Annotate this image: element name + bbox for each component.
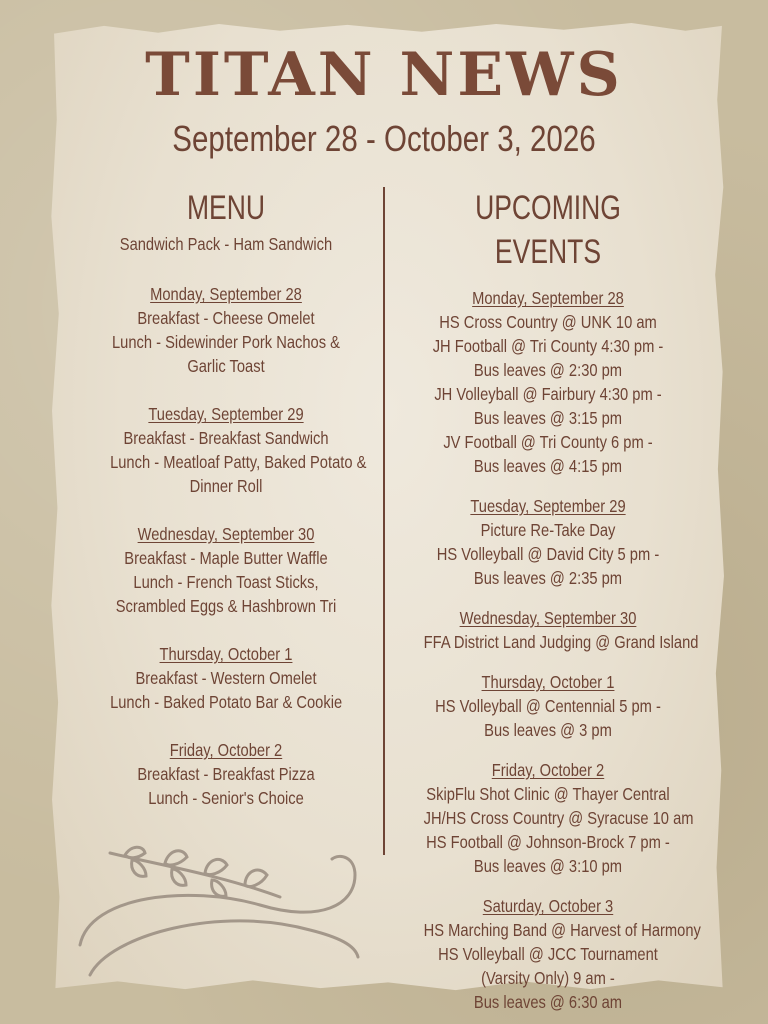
menu-item-line: Lunch - Senior's Choice [148,788,304,808]
menu-day-heading: Friday, October 2 [169,740,283,760]
menu-item-line: Breakfast - Cheese Omelet [137,308,315,328]
event-item-line: HS Marching Band @ Harvest of Harmony [423,920,701,940]
event-item-line: Bus leaves @ 4:15 pm [473,456,623,476]
event-item-line: HS Football @ Johnson-Brock 7 pm - [426,832,670,852]
menu-item-line: Breakfast - Breakfast Pizza [137,764,315,784]
event-item-line: Bus leaves @ 2:35 pm [473,568,623,588]
event-day-heading: Tuesday, September 29 [470,496,626,516]
event-item-line: Picture Re-Take Day [480,520,616,540]
event-day-block [400,606,699,654]
event-item-line: JH Football @ Tri County 4:30 pm - [432,336,664,356]
event-day-heading: Monday, September 28 [472,288,624,308]
menu-day-heading: Tuesday, September 29 [148,404,304,424]
menu-item-line: Garlic Toast [187,356,265,376]
menu-day-block [88,282,364,378]
event-item-line: HS Volleyball @ David City 5 pm - [436,544,660,564]
menu-item-line: Dinner Roll [189,476,263,496]
menu-days [88,282,367,810]
event-day-block [400,494,696,590]
leaf-flourish-icon [70,835,370,985]
event-item-line: FFA District Land Judging @ Grand Island [423,632,699,652]
event-day-block [400,286,696,478]
menu-item-line: Lunch - Sidewinder Pork Nachos & [112,332,340,352]
page-title: TITAN NEWS [145,40,623,110]
event-day-block [400,670,696,742]
event-item-line: Bus leaves @ 3:10 pm [473,856,623,876]
menu-item-line: Breakfast - Western Omelet [135,668,317,688]
events-heading: UPCOMING EVENTS [475,189,621,271]
menu-item-line: Breakfast - Maple Butter Waffle [124,548,328,568]
menu-column [88,186,367,810]
event-days [400,286,701,1014]
event-item-line: JV Football @ Tri County 6 pm - [443,432,653,452]
menu-day-block [88,642,364,714]
menu-item-line: Lunch - Baked Potato Bar & Cookie [110,692,343,712]
event-day-heading: Thursday, October 1 [481,672,615,692]
menu-day-heading: Wednesday, September 30 [137,524,315,544]
event-item-line: Bus leaves @ 2:30 pm [473,360,623,380]
event-item-line: JH Volleyball @ Fairbury 4:30 pm - [434,384,662,404]
menu-item-line: Scrambled Eggs & Hashbrown Tri [115,596,337,616]
menu-subtitle: Sandwich Pack - Ham Sandwich [119,234,333,254]
menu-day-block [88,738,364,810]
event-item-line: (Varsity Only) 9 am - [481,968,615,988]
event-item-line: HS Volleyball @ Centennial 5 pm - [435,696,661,716]
event-day-block [400,894,701,1014]
events-column [400,186,701,1014]
menu-item-line: Lunch - French Toast Sticks, [133,572,319,592]
date-range: September 28 - October 3, 2026 [172,118,596,159]
menu-day-block [88,402,367,498]
event-item-line: Bus leaves @ 3 pm [484,720,612,740]
menu-heading: MENU [186,189,266,227]
menu-item-line: Breakfast - Breakfast Sandwich [123,428,329,448]
event-item-line: HS Volleyball @ JCC Tournament [438,944,658,964]
event-day-block [400,758,696,878]
event-item-line: JH/HS Cross Country @ Syracuse 10 am [423,808,694,828]
column-divider [383,187,385,855]
event-day-heading: Saturday, October 3 [482,896,614,916]
menu-day-heading: Thursday, October 1 [159,644,293,664]
event-day-heading: Wednesday, September 30 [459,608,637,628]
menu-day-heading: Monday, September 28 [150,284,302,304]
menu-item-line: Lunch - Meatloaf Patty, Baked Potato & [110,452,367,472]
event-item-line: Bus leaves @ 6:30 am [473,992,623,1012]
event-item-line: Bus leaves @ 3:15 pm [473,408,623,428]
event-item-line: SkipFlu Shot Clinic @ Thayer Central [426,784,670,804]
event-day-heading: Friday, October 2 [491,760,605,780]
event-item-line: HS Cross Country @ UNK 10 am [439,312,657,332]
menu-day-block [88,522,364,618]
